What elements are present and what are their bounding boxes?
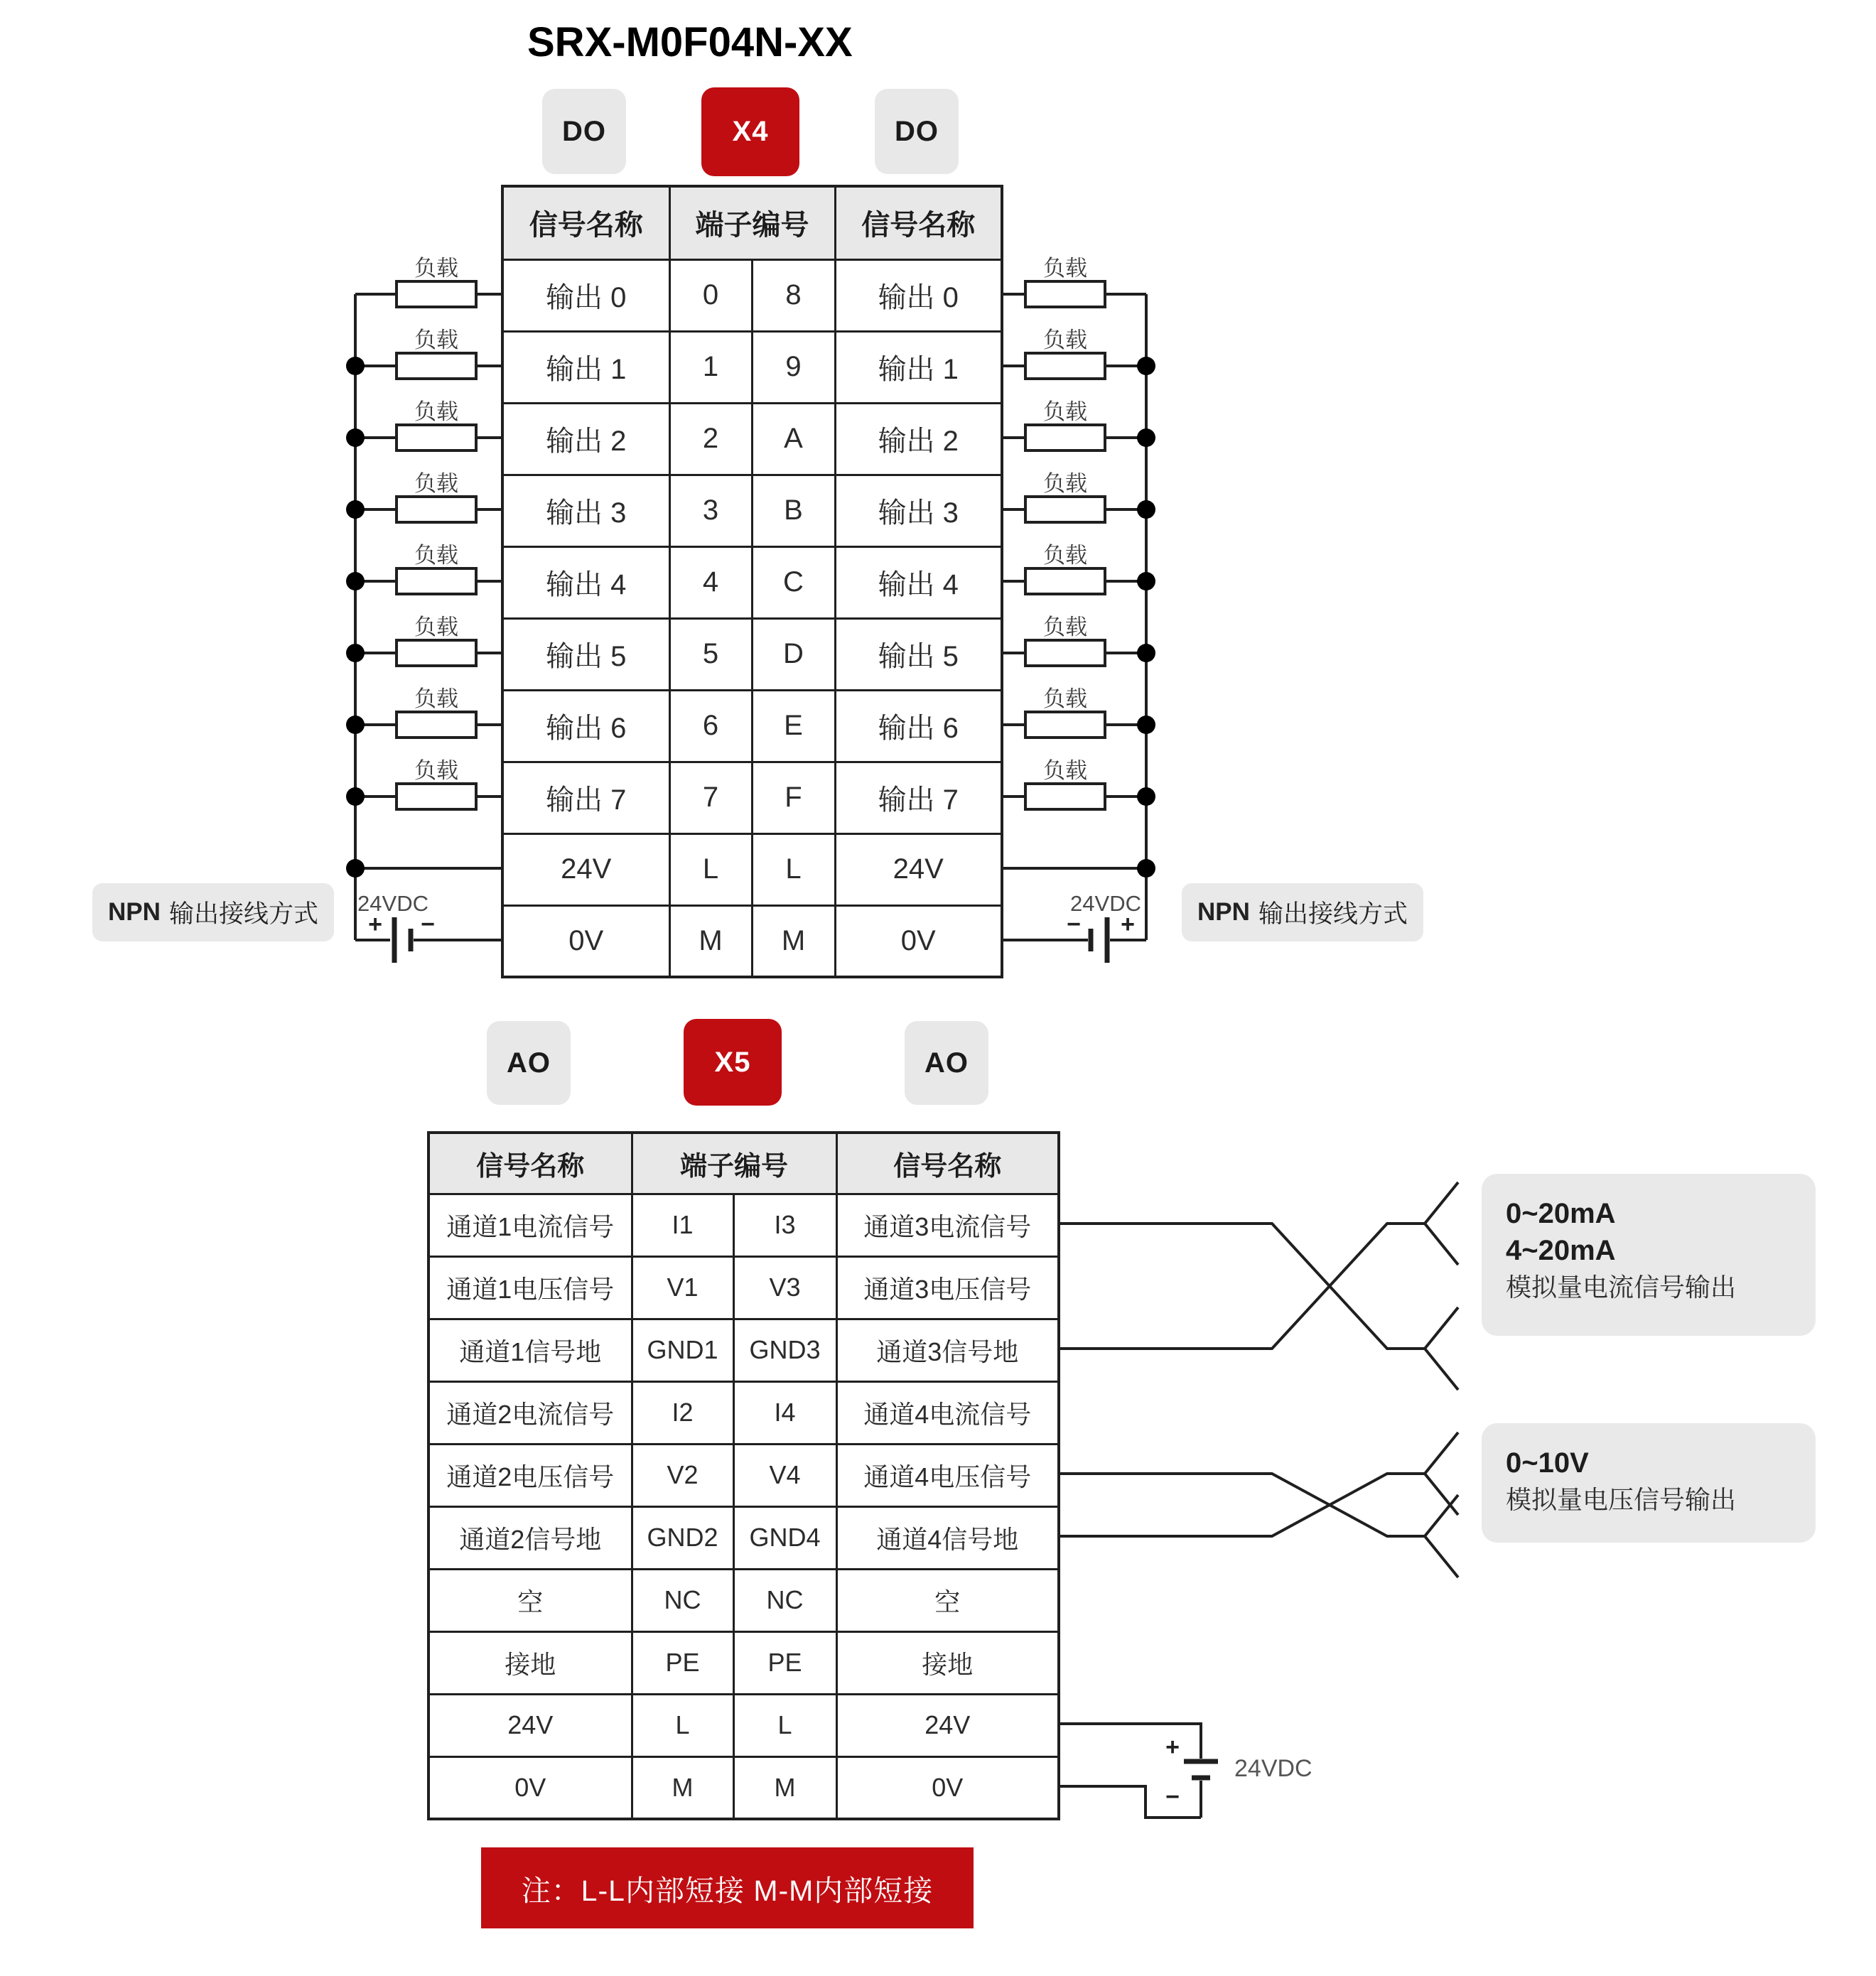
junction-dot xyxy=(1137,500,1155,519)
signal-name-cell: 通道2电流信号 xyxy=(428,1381,632,1444)
terminal-number-cell: GND2 xyxy=(632,1506,733,1569)
do-terminal-table xyxy=(501,185,1003,978)
signal-name-cell: 输出 3 xyxy=(502,475,669,546)
load-resistor xyxy=(397,568,476,594)
badge-do-left: DO xyxy=(542,89,626,174)
terminal-number-cell: E xyxy=(752,690,835,762)
npn-text-bold: NPN xyxy=(108,898,161,926)
load-label: 负载 xyxy=(1043,399,1087,424)
terminal-number-cell: C xyxy=(752,546,835,618)
signal-name-cell: 输出 0 xyxy=(835,259,1002,331)
terminal-number-cell: 7 xyxy=(669,762,752,833)
signal-name-cell: 通道3信号地 xyxy=(836,1319,1059,1381)
terminal-number-cell: I3 xyxy=(733,1194,836,1256)
load-resistor xyxy=(1025,712,1105,738)
table-body xyxy=(428,1194,1059,1819)
load-label: 负载 xyxy=(1043,328,1087,352)
table-row xyxy=(428,1444,1059,1506)
load-label: 负载 xyxy=(414,543,458,568)
table-row xyxy=(502,331,1002,403)
terminal-number-cell: D xyxy=(752,618,835,690)
table-row xyxy=(428,1569,1059,1631)
load-resistor xyxy=(397,712,476,738)
load-label: 负载 xyxy=(414,758,458,783)
signal-name-cell: 输出 5 xyxy=(502,618,669,690)
signal-name-cell: 输出 4 xyxy=(502,546,669,618)
signal-name-cell: 输出 7 xyxy=(835,762,1002,833)
junction-dot xyxy=(346,787,365,806)
load-resistor xyxy=(397,784,476,809)
badge-connector-x4: X4 xyxy=(701,87,799,176)
terminal-number-cell: PE xyxy=(632,1631,733,1694)
plus-sign: + xyxy=(368,911,382,938)
signal-name-cell: 24V xyxy=(835,833,1002,905)
terminal-number-cell: V1 xyxy=(632,1256,733,1319)
voltage-output-description: 模拟量电压信号输出 xyxy=(1506,1485,1737,1514)
load-label: 负载 xyxy=(1043,471,1087,496)
header-row xyxy=(428,1133,1059,1194)
badge-do-right: DO xyxy=(875,89,959,174)
table-body xyxy=(502,259,1002,977)
terminal-number-cell: V3 xyxy=(733,1256,836,1319)
signal-name-cell: 0V xyxy=(836,1756,1059,1819)
badge-connector-x5: X5 xyxy=(684,1019,782,1106)
table-header xyxy=(502,186,1002,259)
load-resistor xyxy=(1025,425,1105,450)
signal-name-cell: 通道4电压信号 xyxy=(836,1444,1059,1506)
terminal-number-cell: L xyxy=(632,1694,733,1756)
table-row xyxy=(502,403,1002,475)
twisted-pair-voltage-output xyxy=(1057,1432,1458,1577)
current-output-description: 模拟量电流信号输出 xyxy=(1506,1273,1737,1302)
left-battery xyxy=(355,891,501,963)
terminal-number-cell: 5 xyxy=(669,618,752,690)
signal-name-cell: 输出 7 xyxy=(502,762,669,833)
load-resistor xyxy=(397,425,476,450)
terminal-number-cell: GND3 xyxy=(733,1319,836,1381)
junction-dot xyxy=(346,859,365,878)
junction-dot xyxy=(346,716,365,734)
header-signal-right: 信号名称 xyxy=(836,1133,1059,1194)
voltage-range: 0~10V xyxy=(1506,1447,1589,1479)
terminal-number-cell: F xyxy=(752,762,835,833)
signal-name-cell: 输出 3 xyxy=(835,475,1002,546)
load-resistor xyxy=(397,353,476,379)
ao-terminal-table xyxy=(427,1131,1060,1820)
npn-wiring-label-right xyxy=(1182,883,1423,941)
load-label: 负载 xyxy=(1043,615,1087,639)
cable-end-fork xyxy=(1425,1182,1458,1265)
terminal-number-cell: A xyxy=(752,403,835,475)
table-row xyxy=(502,546,1002,618)
signal-name-cell: 通道1电压信号 xyxy=(428,1256,632,1319)
signal-name-cell: 输出 6 xyxy=(502,690,669,762)
supply-voltage-label: 24VDC xyxy=(1070,891,1141,916)
terminal-number-cell: V4 xyxy=(733,1444,836,1506)
supply-voltage-label: 24VDC xyxy=(1234,1755,1312,1782)
load-resistor xyxy=(1025,784,1105,809)
terminal-number-cell: 2 xyxy=(669,403,752,475)
load-label: 负载 xyxy=(1043,686,1087,711)
signal-name-cell: 通道2信号地 xyxy=(428,1506,632,1569)
terminal-number-cell: GND1 xyxy=(632,1319,733,1381)
terminal-number-cell: 4 xyxy=(669,546,752,618)
terminal-number-cell: 1 xyxy=(669,331,752,403)
signal-name-cell: 输出 1 xyxy=(835,331,1002,403)
table-row xyxy=(502,475,1002,546)
terminal-number-cell: M xyxy=(752,905,835,977)
table-row xyxy=(428,1756,1059,1819)
npn-text: 输出接线方式 xyxy=(1258,900,1408,928)
signal-name-cell: 24V xyxy=(502,833,669,905)
signal-name-cell: 0V xyxy=(835,905,1002,977)
current-range-1: 0~20mA xyxy=(1506,1198,1616,1229)
table-row xyxy=(428,1256,1059,1319)
terminal-number-cell: M xyxy=(733,1756,836,1819)
signal-name-cell: 接地 xyxy=(836,1631,1059,1694)
terminal-number-cell: L xyxy=(669,833,752,905)
current-output-label-box xyxy=(1482,1174,1816,1336)
minus-sign: − xyxy=(1067,911,1081,938)
table-row xyxy=(502,618,1002,690)
junction-dot xyxy=(1137,357,1155,375)
load-label: 负载 xyxy=(414,328,458,352)
terminal-number-cell: 6 xyxy=(669,690,752,762)
terminal-number-cell: GND4 xyxy=(733,1506,836,1569)
load-resistor xyxy=(1025,640,1105,666)
table-row xyxy=(502,905,1002,977)
load-resistor xyxy=(397,640,476,666)
junction-dot xyxy=(1137,644,1155,662)
junction-dot xyxy=(346,644,365,662)
terminal-number-cell: 0 xyxy=(669,259,752,331)
header-signal-left: 信号名称 xyxy=(502,186,669,259)
terminal-number-cell: V2 xyxy=(632,1444,733,1506)
table-row xyxy=(428,1631,1059,1694)
table-row xyxy=(428,1694,1059,1756)
minus-sign: − xyxy=(1165,1783,1180,1810)
signal-name-cell: 输出 0 xyxy=(502,259,669,331)
load-resistor xyxy=(1025,568,1105,594)
signal-name-cell: 通道3电压信号 xyxy=(836,1256,1059,1319)
note-internal-short-circuit: 注：L-L内部短接 M-M内部短接 xyxy=(481,1847,974,1928)
terminal-number-cell: B xyxy=(752,475,835,546)
terminal-number-cell: 8 xyxy=(752,259,835,331)
junction-dot xyxy=(1137,716,1155,734)
terminal-number-cell: M xyxy=(632,1756,733,1819)
terminal-number-cell: I2 xyxy=(632,1381,733,1444)
signal-name-cell: 输出 2 xyxy=(502,403,669,475)
header-signal-left: 信号名称 xyxy=(428,1133,632,1194)
npn-wiring-label-left xyxy=(92,883,334,941)
load-label: 负载 xyxy=(414,256,458,281)
load-resistor xyxy=(1025,281,1105,307)
table-row xyxy=(502,762,1002,833)
table-row xyxy=(428,1194,1059,1256)
header-signal-right: 信号名称 xyxy=(835,186,1002,259)
terminal-number-cell: PE xyxy=(733,1631,836,1694)
load-label: 负载 xyxy=(414,615,458,639)
load-resistor xyxy=(397,281,476,307)
current-range-2: 4~20mA xyxy=(1506,1235,1616,1266)
signal-name-cell: 0V xyxy=(428,1756,632,1819)
signal-name-cell: 通道1信号地 xyxy=(428,1319,632,1381)
junction-dot xyxy=(346,500,365,519)
load-label: 负载 xyxy=(1043,543,1087,568)
terminal-number-cell: L xyxy=(752,833,835,905)
terminal-number-cell: 9 xyxy=(752,331,835,403)
load-label: 负载 xyxy=(414,399,458,424)
junction-dot xyxy=(1137,428,1155,447)
terminal-number-cell: I4 xyxy=(733,1381,836,1444)
plus-sign: + xyxy=(1165,1734,1180,1761)
signal-name-cell: 通道4电流信号 xyxy=(836,1381,1059,1444)
table-row xyxy=(502,690,1002,762)
table-header xyxy=(428,1133,1059,1194)
terminal-number-cell: 3 xyxy=(669,475,752,546)
npn-text-bold: NPN xyxy=(1197,898,1250,926)
plus-sign: + xyxy=(1121,911,1135,938)
npn-text: 输出接线方式 xyxy=(168,900,318,928)
voltage-output-label-box xyxy=(1482,1423,1816,1543)
junction-dot xyxy=(346,428,365,447)
right-battery xyxy=(1001,891,1146,963)
junction-dot xyxy=(1137,787,1155,806)
signal-name-cell: 输出 1 xyxy=(502,331,669,403)
page-title: SRX-M0F04N-XX xyxy=(527,19,853,65)
signal-name-cell: 空 xyxy=(428,1569,632,1631)
signal-name-cell: 接地 xyxy=(428,1631,632,1694)
badge-ao-right: AO xyxy=(905,1021,988,1105)
signal-name-cell: 通道4信号地 xyxy=(836,1506,1059,1569)
signal-name-cell: 空 xyxy=(836,1569,1059,1631)
supply-voltage-label: 24VDC xyxy=(357,891,428,916)
junction-dot xyxy=(346,357,365,375)
terminal-number-cell: NC xyxy=(733,1569,836,1631)
load-label: 负载 xyxy=(414,471,458,496)
table-row xyxy=(428,1506,1059,1569)
terminal-number-cell: NC xyxy=(632,1569,733,1631)
load-label: 负载 xyxy=(1043,758,1087,783)
table-row xyxy=(428,1319,1059,1381)
load-resistor xyxy=(1025,353,1105,379)
junction-dot xyxy=(1137,572,1155,590)
load-label: 负载 xyxy=(414,686,458,711)
table-row xyxy=(502,833,1002,905)
load-resistor xyxy=(1025,497,1105,522)
terminal-number-cell: I1 xyxy=(632,1194,733,1256)
junction-dot xyxy=(346,572,365,590)
signal-name-cell: 输出 6 xyxy=(835,690,1002,762)
badge-ao-left: AO xyxy=(487,1021,571,1105)
bottom-battery xyxy=(1057,1724,1312,1818)
minus-sign: − xyxy=(421,911,435,938)
signal-name-cell: 24V xyxy=(836,1694,1059,1756)
signal-name-cell: 输出 2 xyxy=(835,403,1002,475)
signal-name-cell: 通道3电流信号 xyxy=(836,1194,1059,1256)
header-row xyxy=(502,186,1002,259)
signal-name-cell: 通道2电压信号 xyxy=(428,1444,632,1506)
load-label: 负载 xyxy=(1043,256,1087,281)
signal-name-cell: 输出 5 xyxy=(835,618,1002,690)
signal-name-cell: 输出 4 xyxy=(835,546,1002,618)
twisted-pair-current-output xyxy=(1057,1182,1458,1390)
table-row xyxy=(502,259,1002,331)
table-row xyxy=(428,1381,1059,1444)
signal-name-cell: 0V xyxy=(502,905,669,977)
cable-end-fork xyxy=(1425,1307,1458,1390)
header-terminal: 端子编号 xyxy=(632,1133,836,1194)
junction-dot xyxy=(1137,859,1155,878)
load-resistor xyxy=(397,497,476,522)
terminal-number-cell: L xyxy=(733,1694,836,1756)
signal-name-cell: 24V xyxy=(428,1694,632,1756)
signal-name-cell: 通道1电流信号 xyxy=(428,1194,632,1256)
header-terminal: 端子编号 xyxy=(669,186,835,259)
terminal-number-cell: M xyxy=(669,905,752,977)
